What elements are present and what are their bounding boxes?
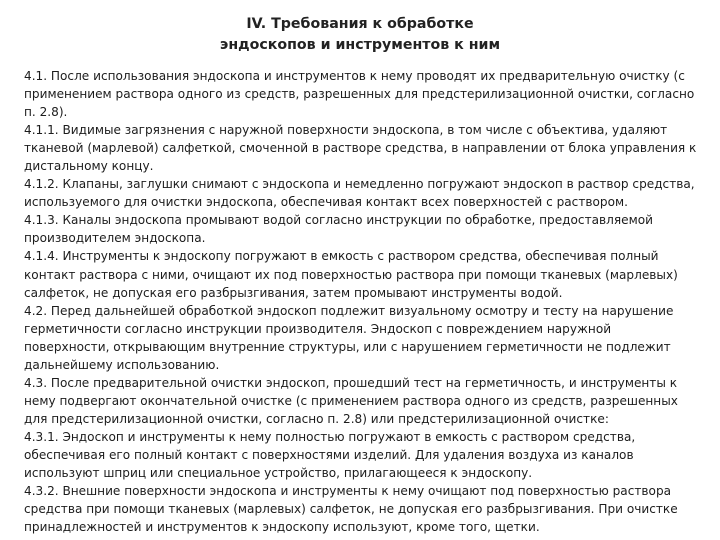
paragraph-4-1-2: 4.1.2. Клапаны, заглушки снимают с эндоскопа и немедленно погружают эндоскоп в раствор средства, используемого для очистки эндоскопа, обеспечивая контакт всех поверхностей с раствором. <box>24 177 695 210</box>
page-title <box>60 14 660 56</box>
paragraph-4-1: 4.1. После использования эндоскопа и инструментов к нему проводят их предварительную очистку (с применением раствора одного из средств, разрешенных для предстерилизационной очистки, согласно п. 2.8). <box>24 69 695 120</box>
paragraph-4-3-2: 4.3.2. Внешние поверхности эндоскопа и инструменты к нему очищают под поверхностью раствора средства при помощи тканевых (марлевых) салфеток, не допуская его разбрызгивания. При очистке принадлежностей и инструментов к эндоскопу используют, кроме того, щетки. <box>24 484 678 535</box>
paragraph-4-1-4: 4.1.4. Инструменты к эндоскопу погружают в емкость с раствором средства, обеспечивая полный контакт раствора с ними, очищают их под поверхностью раствора при помощи тканевых (марлевых) салфеток, не допуская его разбрызгивания, затем промывают инструменты водой. <box>24 249 678 300</box>
paragraph-4-3-1: 4.3.1. Эндоскоп и инструменты к нему полностью погружают в емкость с раствором средства, обеспечивая его полный контакт с поверхностями изделий. Для удаления воздуха из каналов используют шприц или специальное устройство, прилагающееся к эндоскопу. <box>24 429 636 481</box>
title-line-1: IV. Требования к обработке <box>246 16 474 32</box>
paragraph-4-3: 4.3. После предварительной очистки эндоскоп, прошедший тест на герметичность, и инструменты к нему подвергают окончательной очистке (с применением раствора одного из средств, разрешенных для предстерилизационной очистки, согласно п. 2.8) или предстерилизационной очистке: <box>24 375 678 426</box>
title-line-2: эндоскопов и инструментов к ним <box>219 37 501 53</box>
paragraph-4-2: 4.2. Перед дальнейшей обработкой эндоскоп подлежит визуальному осмотру и тесту на нарушение герметичности согласно инструкции производителя. Эндоскоп с повреждением наружной поверхности, открывающим внутренние структуры, или с нарушением герметичности не подлежит дальнейшему использованию. <box>24 303 674 372</box>
document-body <box>24 67 700 536</box>
paragraph-4-1-3: 4.1.3. Каналы эндоскопа промывают водой согласно инструкции по обработке, предоставляемой производителем эндоскопа. <box>24 213 653 246</box>
paragraph-4-1-1: 4.1.1. Видимые загрязнения с наружной поверхности эндоскопа, в том числе с объектива, удаляют тканевой (марлевой) салфеткой, смоченной в растворе средства, в направлении от блока управления к дистальному концу. <box>24 123 697 174</box>
